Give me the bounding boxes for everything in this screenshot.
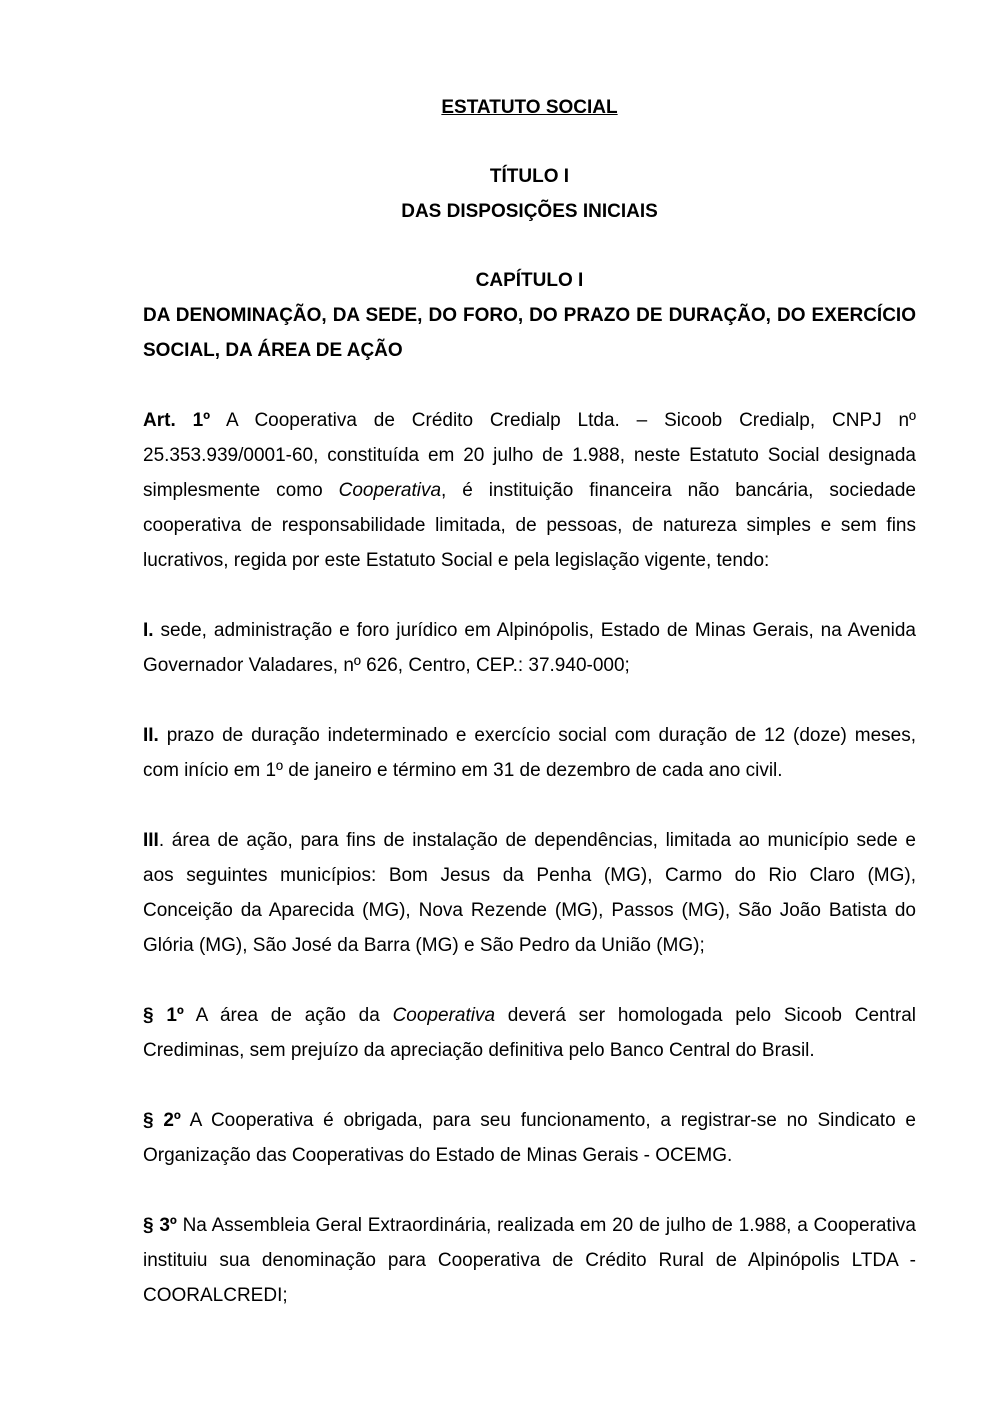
item-i-text: sede, administração e foro jurídico em Alpinópolis, Estado de Minas Gerais, na Avenida Governador Valadares, nº 626, Centro, CEP.: 37.940-000;	[143, 620, 916, 676]
item-i	[143, 613, 916, 683]
paragraph-3-label: § 3º	[143, 1215, 177, 1236]
paragraph-1-label: § 1º	[143, 1005, 184, 1026]
paragraph-2-label: § 2º	[143, 1110, 181, 1131]
paragraph-1-text-b: deverá ser homologada pelo Sicoob Central Crediminas, sem prejuízo da apreciação definitiva pelo Banco Central do Brasil.	[143, 1005, 917, 1061]
article-1-label: Art. 1º	[143, 410, 211, 431]
paragraph-2-text: A Cooperativa é obrigada, para seu funcionamento, a registrar-se no Sindicato e Organização das Cooperativas do Estado de Minas Gerais - OCEMG.	[143, 1110, 916, 1166]
paragraph-3	[143, 1208, 916, 1313]
item-iii-label: III	[143, 830, 159, 851]
capitulo-name: DA DENOMINAÇÃO, DA SEDE, DO FORO, DO PRAZO DE DURAÇÃO, DO EXERCÍCIO SOCIAL, DA ÁREA DE AÇÃO	[143, 305, 916, 361]
article-1	[143, 403, 916, 578]
titulo-heading: TÍTULO I	[489, 166, 570, 187]
paragraph-2	[143, 1103, 916, 1173]
main-title: ESTATUTO SOCIAL	[441, 97, 618, 118]
document-page	[143, 90, 916, 1313]
item-iii-text: . área de ação, para fins de instalação de dependências, limitada ao município sede e aos seguintes municípios: Bom Jesus da Penha (MG), Carmo do Rio Claro (MG), Conceição da Aparecida (MG), Nova Rezende (MG), Passos (MG), São João Batista do Glória (MG), São José da Barra (MG) e São Pedro da União (MG);	[143, 830, 916, 956]
item-ii-text: prazo de duração indeterminado e exercício social com duração de 12 (doze) meses, com início em 1º de janeiro e término em 31 de dezembro de cada ano civil.	[143, 725, 916, 781]
item-ii-label: II.	[143, 725, 159, 746]
paragraph-1-text-a: A área de ação da	[183, 1005, 393, 1026]
article-1-text-a: A Cooperativa de Crédito Credialp Ltda. – Sicoob Credialp, CNPJ nº 25.353.939/0001-60, constituída em 20 julho de 1.988, neste Estatuto Social designada simplesmente como	[143, 410, 916, 501]
paragraph-1	[143, 998, 916, 1068]
paragraph-3-text: Na Assembleia Geral Extraordinária, realizada em 20 de julho de 1.988, a Cooperativa instituiu sua denominação para Cooperativa de Crédito Rural de Alpinópolis LTDA - COORALCREDI;	[143, 1215, 916, 1306]
titulo-name: DAS DISPOSIÇÕES INICIAIS	[401, 201, 658, 222]
item-iii	[143, 823, 916, 963]
item-ii	[143, 718, 916, 788]
article-1-text-b: , é instituição financeira não bancária, sociedade cooperativa de responsabilidade limitada, de pessoas, de natureza simples e sem fins lucrativos, regida por este Estatuto Social e pela legislação vigente, tendo:	[143, 480, 916, 571]
capitulo-heading: CAPÍTULO I	[475, 270, 584, 291]
article-1-italic: Cooperativa	[338, 480, 442, 501]
paragraph-1-italic: Cooperativa	[392, 1005, 496, 1026]
item-i-label: I.	[143, 620, 154, 641]
